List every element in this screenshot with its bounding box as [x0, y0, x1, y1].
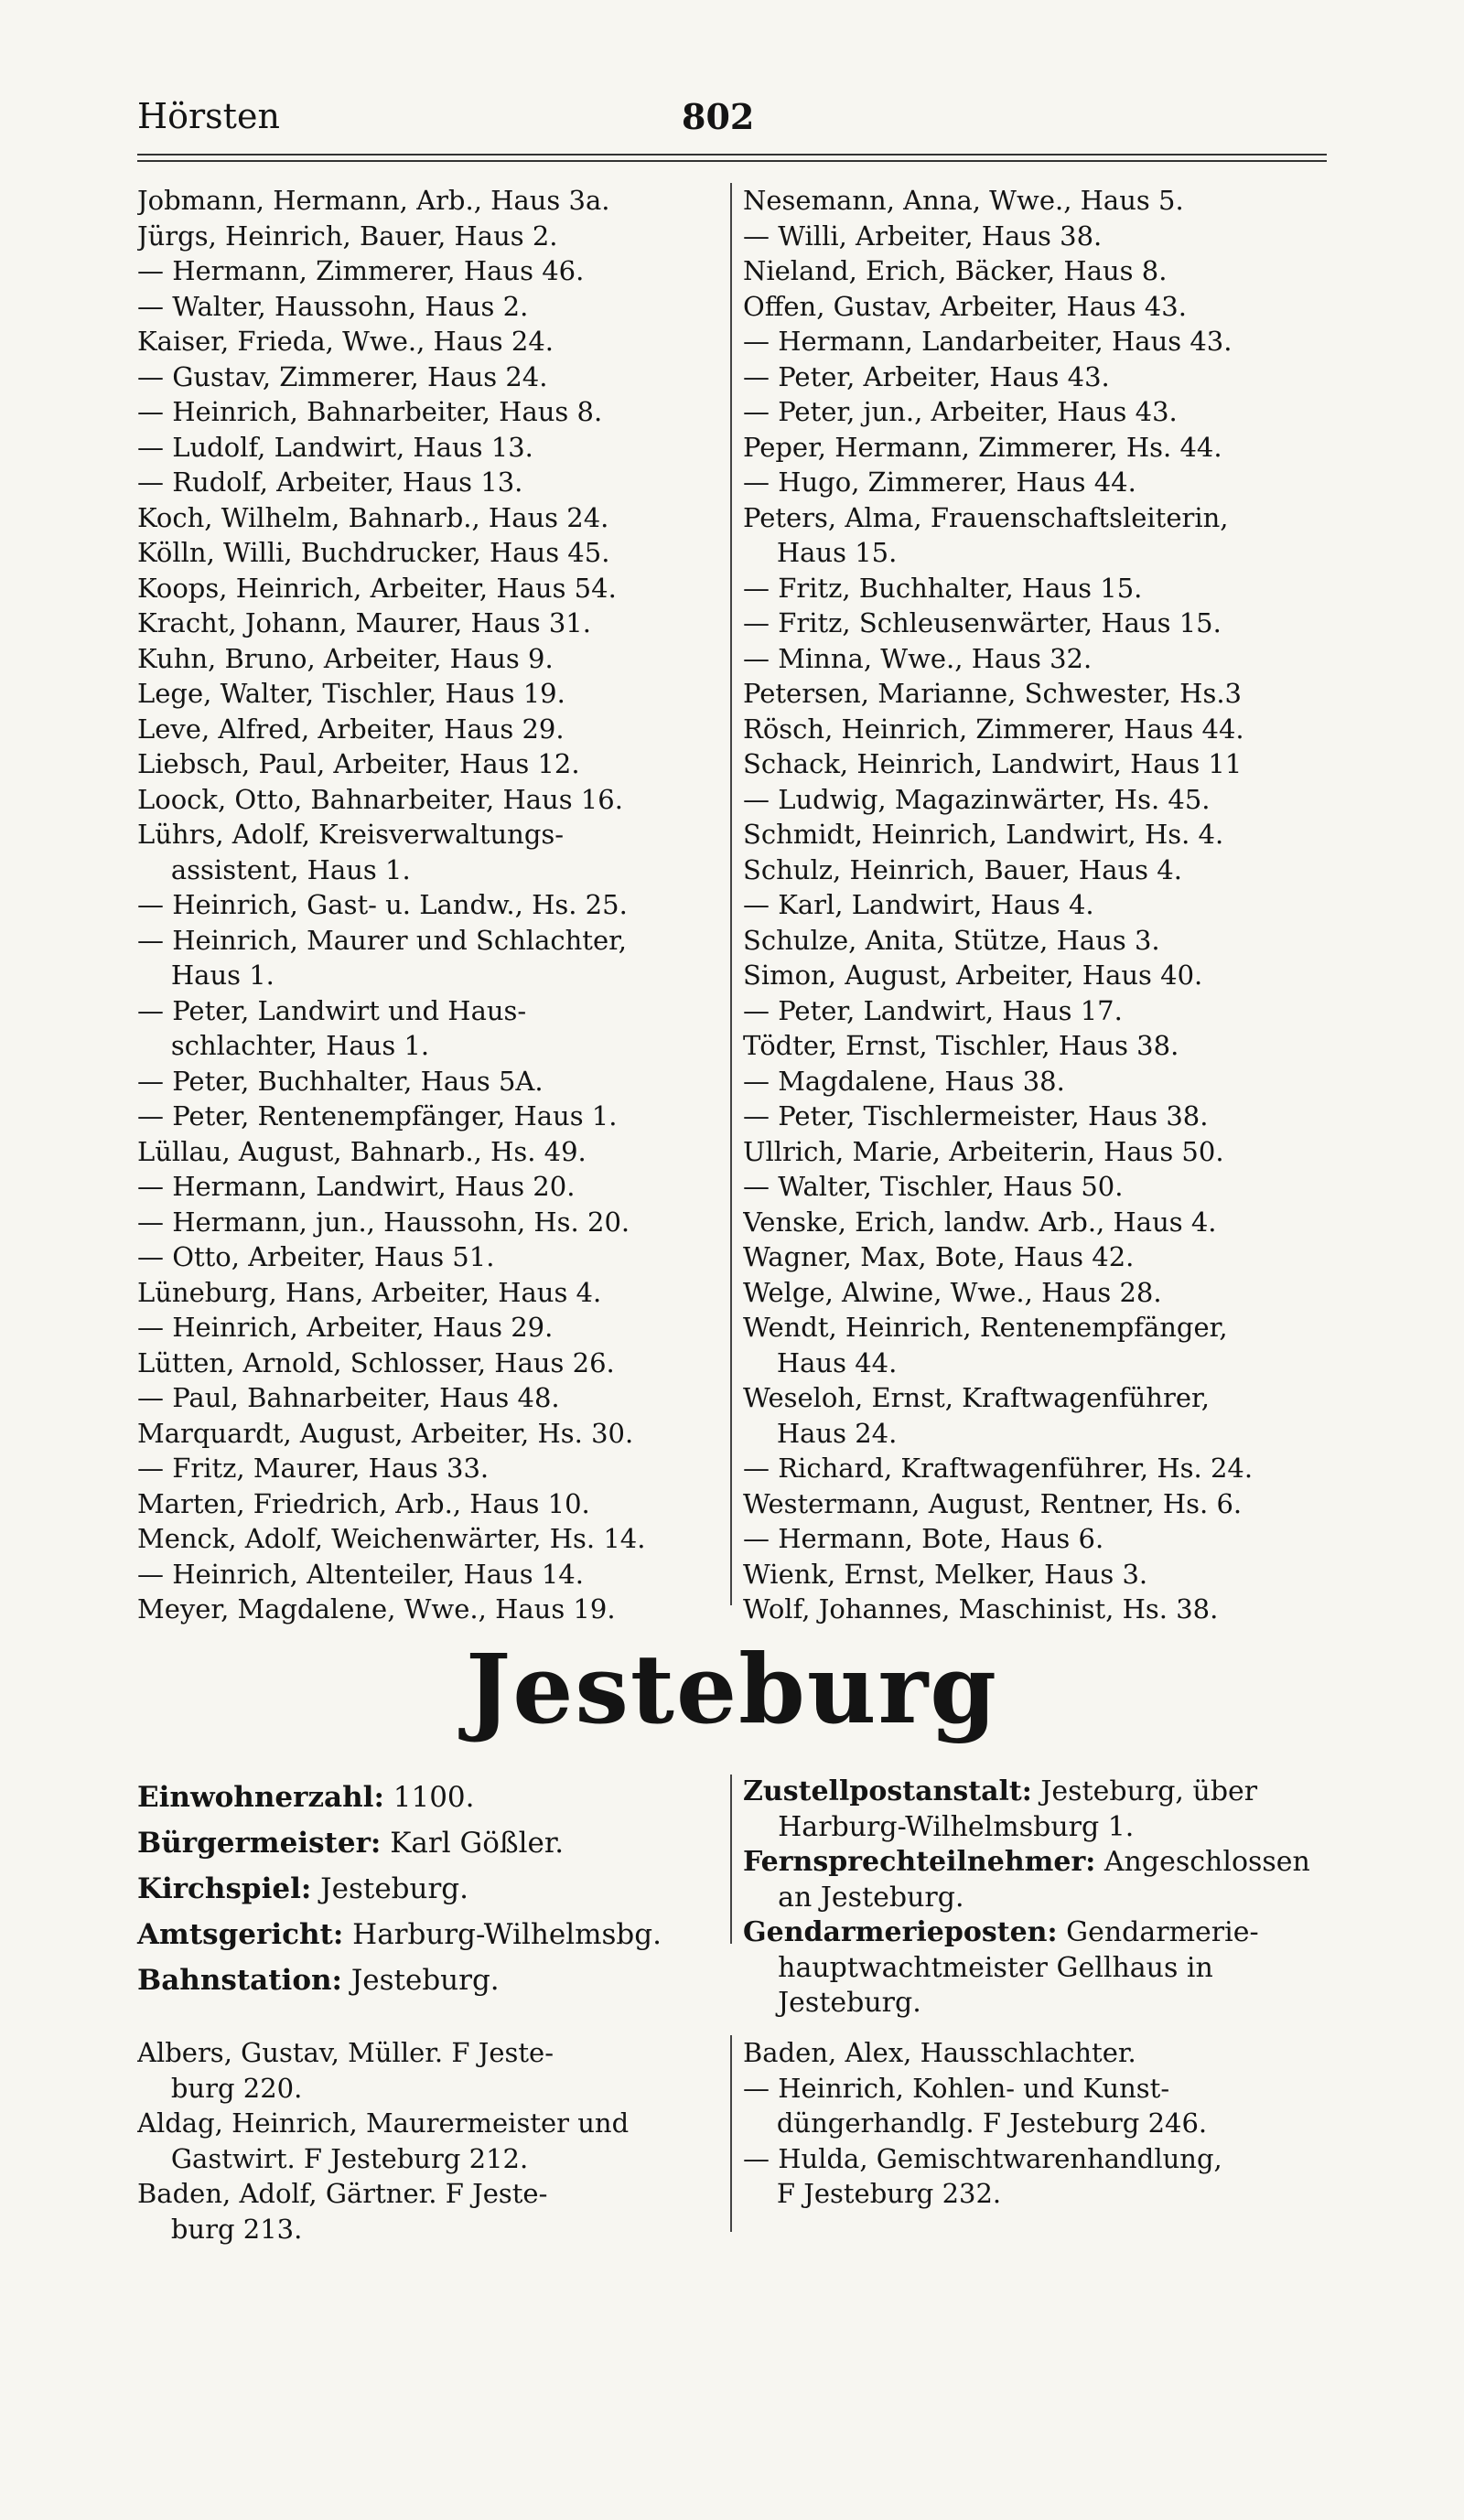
directory-entry: — Rudolf, Arbeiter, Haus 13. — [137, 466, 523, 498]
directory-entry: burg 213. — [137, 2213, 303, 2245]
directory-entry: — Hermann, Bote, Haus 6. — [743, 1523, 1104, 1554]
info-value: Angeschlossen — [1095, 1846, 1310, 1878]
info-value: Harburg-Wilhelmsburg 1. — [743, 1810, 1135, 1843]
directory-entry: Schulz, Heinrich, Bauer, Haus 4. — [743, 853, 1182, 885]
directory-entry: Kaiser, Frieda, Wwe., Haus 24. — [137, 326, 554, 357]
directory-entry: — Otto, Arbeiter, Haus 51. — [137, 1241, 495, 1272]
info-line — [743, 1810, 1338, 1846]
info-value: Jesteburg. — [311, 1872, 468, 1905]
directory-entry: — Karl, Landwirt, Haus 4. — [743, 889, 1094, 920]
directory-entry: — Fritz, Schleusenwärter, Haus 15. — [743, 607, 1222, 638]
directory-entry: — Fritz, Buchhalter, Haus 15. — [743, 572, 1143, 604]
info-line — [743, 1775, 1338, 1810]
directory-entry: Peper, Hermann, Zimmerer, Hs. 44. — [743, 431, 1222, 463]
directory-entry: Meyer, Magdalene, Wwe., Haus 19. — [137, 1593, 616, 1625]
info-line — [137, 1866, 723, 1912]
directory-entry: Lüneburg, Hans, Arbeiter, Haus 4. — [137, 1276, 602, 1308]
directory-entry: Baden, Adolf, Gärtner. F Jeste- — [137, 2178, 548, 2209]
directory-entry: — Fritz, Maurer, Haus 33. — [137, 1453, 490, 1484]
directory-entry: — Peter, Landwirt und Haus- — [137, 994, 527, 1026]
directory-entry: — Hugo, Zimmerer, Haus 44. — [743, 466, 1136, 498]
directory-entry: Koch, Wilhelm, Bahnarb., Haus 24. — [137, 501, 609, 533]
info-value: Harburg-Wilhelmsbg. — [343, 1918, 662, 1951]
info-line — [137, 1820, 723, 1866]
directory-entry: Albers, Gustav, Müller. F Jeste- — [137, 2037, 554, 2068]
directory-entry: Lüllau, August, Bahnarb., Hs. 49. — [137, 1135, 587, 1167]
info-label: Amtsgericht: — [137, 1918, 344, 1951]
header-rule — [137, 160, 1327, 162]
town-info-right — [743, 1775, 1338, 2021]
info-label: Kirchspiel: — [137, 1872, 312, 1905]
info-line — [743, 1881, 1338, 1916]
directory-entry: Loock, Otto, Bahnarbeiter, Haus 16. — [137, 783, 623, 815]
directory-entry: — Paul, Bahnarbeiter, Haus 48. — [137, 1382, 560, 1413]
directory-entry: — Minna, Wwe., Haus 32. — [743, 642, 1093, 674]
info-line — [743, 1986, 1338, 2021]
info-label: Bahnstation: — [137, 1964, 342, 1997]
directory-entry: Wolf, Johannes, Maschinist, Hs. 38. — [743, 1593, 1219, 1625]
directory-entry: Welge, Alwine, Wwe., Haus 28. — [743, 1276, 1162, 1308]
directory-entry: — Gustav, Zimmerer, Haus 24. — [137, 360, 548, 392]
directory-entry: — Hermann, Landarbeiter, Haus 43. — [743, 326, 1233, 357]
directory-entry: Peters, Alma, Frauenschaftsleiterin, — [743, 501, 1229, 533]
directory-entry: burg 220. — [137, 2072, 303, 2104]
running-head-place: Hörsten — [137, 96, 280, 136]
directory-entry: schlachter, Haus 1. — [137, 1030, 430, 1061]
header-rule — [137, 154, 1327, 155]
directory-entry: Baden, Alex, Hausschlachter. — [743, 2037, 1136, 2068]
directory-entry: Koops, Heinrich, Arbeiter, Haus 54. — [137, 572, 617, 604]
directory-entry: Jürgs, Heinrich, Bauer, Haus 2. — [137, 220, 558, 252]
directory-entry: — Hermann, Zimmerer, Haus 46. — [137, 255, 585, 286]
directory-entry: Weseloh, Ernst, Kraftwagenführer, — [743, 1382, 1210, 1413]
directory-entry: — Heinrich, Kohlen- und Kunst- — [743, 2072, 1170, 2104]
column-divider — [730, 2035, 732, 2232]
directory-entry: Jobmann, Hermann, Arb., Haus 3a. — [137, 185, 610, 216]
directory-entry: Marten, Friedrich, Arb., Haus 10. — [137, 1487, 590, 1519]
info-label: Bürgermeister: — [137, 1827, 382, 1860]
directory-entry: Kuhn, Bruno, Arbeiter, Haus 9. — [137, 642, 554, 674]
directory-entry: Tödter, Ernst, Tischler, Haus 38. — [743, 1030, 1179, 1061]
info-label: Fernsprechteilnehmer: — [743, 1846, 1096, 1878]
directory-entry: — Walter, Haussohn, Haus 2. — [137, 290, 529, 322]
info-value: Jesteburg, über — [1031, 1775, 1258, 1807]
directory-entry: Haus 15. — [743, 537, 898, 568]
directory-entry: F Jesteburg 232. — [743, 2178, 1002, 2209]
directory-entry: Schmidt, Heinrich, Landwirt, Hs. 4. — [743, 819, 1224, 850]
directory-entry: Kracht, Johann, Maurer, Haus 31. — [137, 607, 591, 638]
directory-entry: — Hermann, jun., Haussohn, Hs. 20. — [137, 1206, 630, 1238]
directory-entry: Venske, Erich, landw. Arb., Haus 4. — [743, 1206, 1217, 1238]
directory-entry: Marquardt, August, Arbeiter, Hs. 30. — [137, 1417, 634, 1449]
directory-entry: Lege, Walter, Tischler, Haus 19. — [137, 678, 565, 709]
directory-entry: Nieland, Erich, Bäcker, Haus 8. — [743, 255, 1168, 286]
directory-entry: Haus 44. — [743, 1346, 898, 1378]
directory-entry: — Heinrich, Maurer und Schlachter, — [137, 924, 627, 956]
directory-entry: Aldag, Heinrich, Maurermeister und — [137, 2107, 630, 2139]
directory-column-right — [743, 2035, 1338, 2212]
column-divider — [730, 1775, 732, 1944]
directory-entry: — Peter, Rentenempfänger, Haus 1. — [137, 1100, 618, 1131]
info-line — [743, 1845, 1338, 1881]
directory-entry: Simon, August, Arbeiter, Haus 40. — [743, 960, 1203, 991]
directory-entry: Haus 24. — [743, 1417, 898, 1449]
directory-entry: — Ludolf, Landwirt, Haus 13. — [137, 431, 533, 463]
info-line — [137, 1912, 723, 1957]
directory-entry: Haus 1. — [137, 960, 274, 991]
section-title: Jesteburg — [466, 1633, 998, 1745]
directory-entry: — Hulda, Gemischtwarenhandlung, — [743, 2142, 1222, 2174]
directory-entry: — Willi, Arbeiter, Haus 38. — [743, 220, 1103, 252]
directory-column-right — [743, 183, 1338, 1627]
page-number: 802 — [682, 96, 755, 137]
directory-entry: — Peter, Landwirt, Haus 17. — [743, 994, 1123, 1026]
info-value: an Jesteburg. — [743, 1881, 964, 1914]
directory-entry: Ullrich, Marie, Arbeiterin, Haus 50. — [743, 1135, 1224, 1167]
info-value: Gendarmerie- — [1057, 1916, 1259, 1948]
directory-entry: Lütten, Arnold, Schlosser, Haus 26. — [137, 1346, 615, 1378]
info-line — [137, 1957, 723, 2003]
directory-entry: Kölln, Willi, Buchdrucker, Haus 45. — [137, 537, 610, 568]
directory-entry: Offen, Gustav, Arbeiter, Haus 43. — [743, 290, 1187, 322]
directory-entry: Menck, Adolf, Weichenwärter, Hs. 14. — [137, 1523, 646, 1554]
directory-entry: — Hermann, Landwirt, Haus 20. — [137, 1171, 576, 1202]
directory-entry: Schack, Heinrich, Landwirt, Haus 11 — [743, 748, 1243, 779]
directory-entry: Petersen, Marianne, Schwester, Hs.3 — [743, 678, 1242, 709]
directory-entry: düngerhandlg. F Jesteburg 246. — [743, 2107, 1208, 2139]
info-value: Karl Gößler. — [381, 1827, 565, 1860]
info-label: Einwohnerzahl: — [137, 1781, 384, 1814]
directory-entry: — Richard, Kraftwagenführer, Hs. 24. — [743, 1453, 1254, 1484]
directory-entry: Rösch, Heinrich, Zimmerer, Haus 44. — [743, 713, 1244, 745]
info-label: Zustellpostanstalt: — [743, 1775, 1032, 1807]
directory-entry: — Peter, Buchhalter, Haus 5A. — [137, 1065, 544, 1097]
directory-entry: — Ludwig, Magazinwärter, Hs. 45. — [743, 783, 1211, 815]
directory-entry: — Peter, Tischlermeister, Haus 38. — [743, 1100, 1209, 1131]
directory-entry: Nesemann, Anna, Wwe., Haus 5. — [743, 185, 1184, 216]
directory-column-left — [137, 183, 723, 1627]
info-line — [137, 1775, 723, 1820]
directory-column-left — [137, 2035, 723, 2247]
directory-entry: — Peter, jun., Arbeiter, Haus 43. — [743, 396, 1178, 427]
info-value: Jesteburg. — [341, 1964, 500, 1997]
directory-entry: Wienk, Ernst, Melker, Haus 3. — [743, 1558, 1148, 1590]
directory-entry: Leve, Alfred, Arbeiter, Haus 29. — [137, 713, 565, 745]
info-value: hauptwachtmeister Gellhaus in — [743, 1951, 1213, 1984]
info-line — [743, 1951, 1338, 1987]
directory-entry: assistent, Haus 1. — [137, 853, 411, 885]
info-value: 1100. — [383, 1781, 475, 1814]
info-label: Gendarmerieposten: — [743, 1916, 1058, 1948]
directory-entry: — Walter, Tischler, Haus 50. — [743, 1171, 1124, 1202]
directory-entry: — Heinrich, Altenteiler, Haus 14. — [137, 1558, 584, 1590]
directory-entry: Westermann, August, Rentner, Hs. 6. — [743, 1487, 1243, 1519]
directory-entry: — Magdalene, Haus 38. — [743, 1065, 1065, 1097]
column-divider — [730, 183, 732, 1605]
directory-entry: Schulze, Anita, Stütze, Haus 3. — [743, 924, 1160, 956]
directory-entry: Lührs, Adolf, Kreisverwaltungs- — [137, 819, 565, 850]
page-header — [137, 96, 1327, 151]
directory-entry: Liebsch, Paul, Arbeiter, Haus 12. — [137, 748, 580, 779]
directory-entry: Wagner, Max, Bote, Haus 42. — [743, 1241, 1135, 1272]
town-info-left — [137, 1775, 723, 2003]
directory-entry: — Peter, Arbeiter, Haus 43. — [743, 360, 1110, 392]
directory-entry: — Heinrich, Arbeiter, Haus 29. — [137, 1312, 554, 1343]
info-value: Jesteburg. — [743, 1987, 921, 2019]
info-line — [743, 1915, 1338, 1951]
directory-entry: — Heinrich, Bahnarbeiter, Haus 8. — [137, 396, 603, 427]
directory-entry: Gastwirt. F Jesteburg 212. — [137, 2142, 529, 2174]
directory-entry: Wendt, Heinrich, Rentenempfänger, — [743, 1312, 1228, 1343]
directory-entry: — Heinrich, Gast- u. Landw., Hs. 25. — [137, 889, 628, 920]
